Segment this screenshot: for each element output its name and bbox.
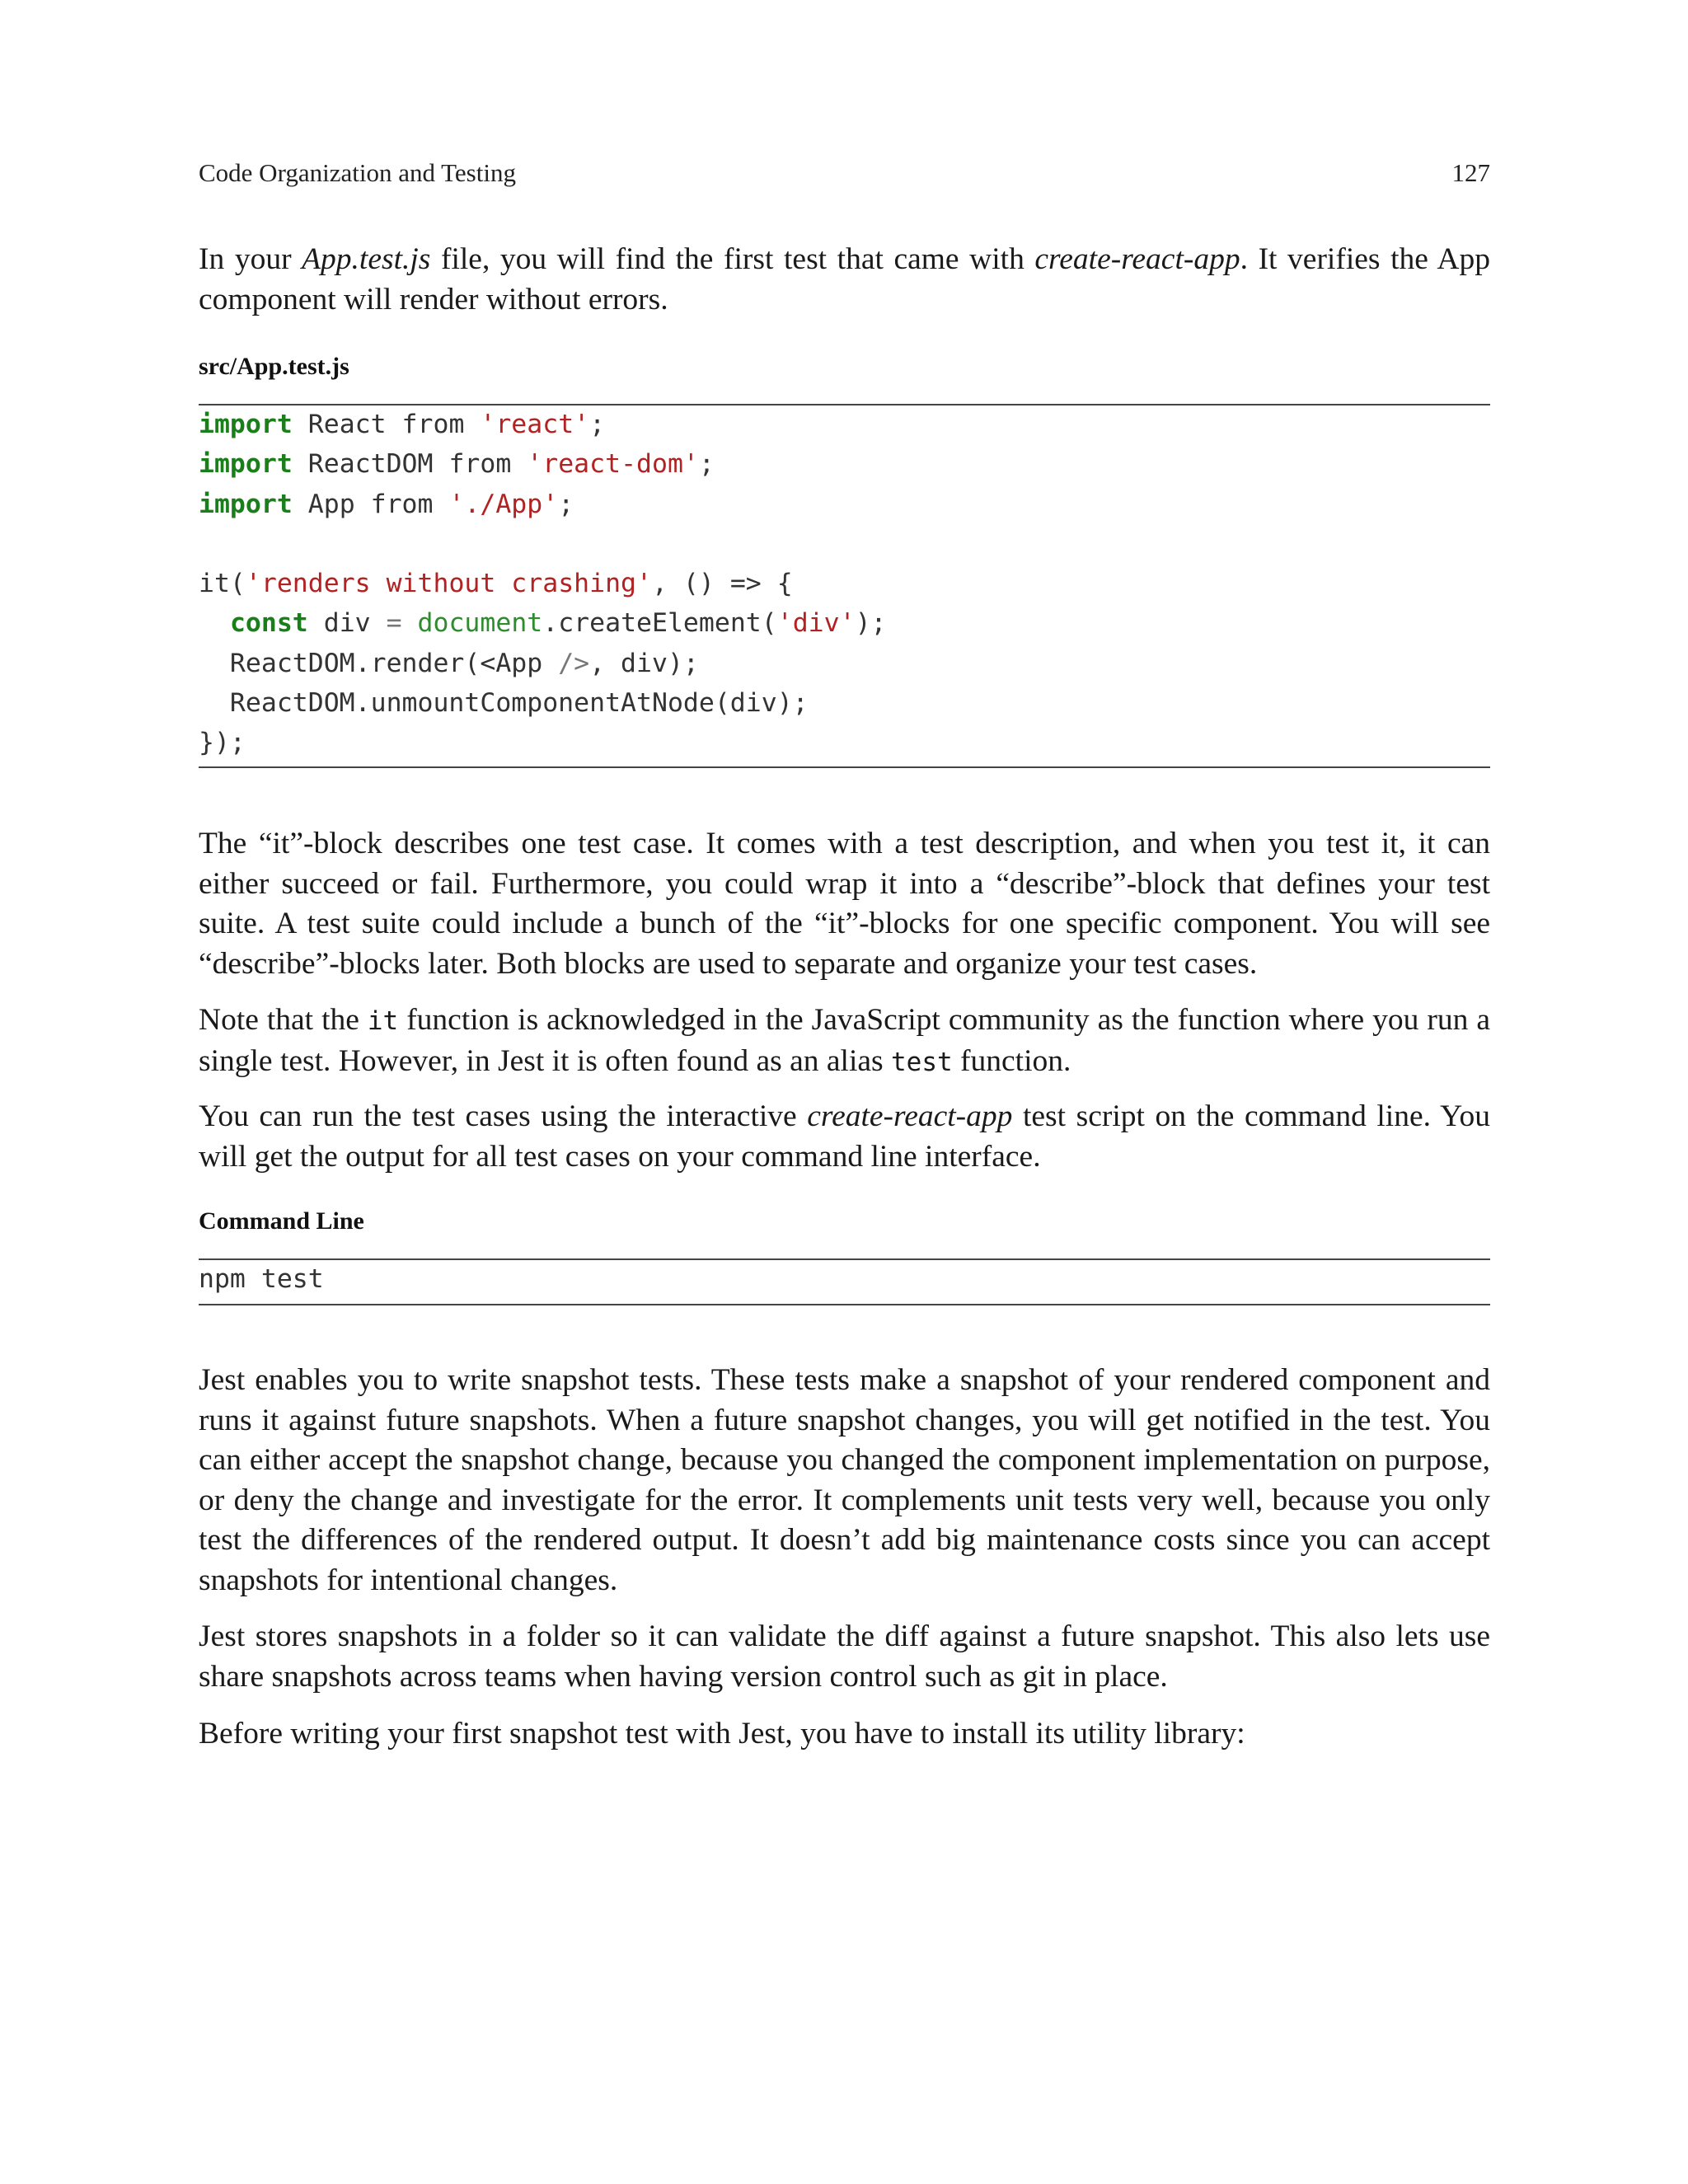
inline-code-test: test (891, 1047, 953, 1077)
page-number: 127 (1451, 158, 1490, 187)
paragraph-snapshot-tests: Jest enables you to write snapshot tests. These tests make a snapshot of your rendered component and runs it against future snapshots. When a future snapshot changes, you will get notified in the test. You can either accept the snapshot change, because you changed the component implementation on purpose, or deny the change and investigate for the error. It complements unit tests very well, because you only test the differences of the rendered output. It doesn’t add big maintenance costs since you can accept snapshots for intentional changes. (199, 1363, 1490, 1597)
command-block-bottom-rule (199, 1304, 1490, 1305)
code-line-5: it('renders without crashing', () => { (199, 569, 793, 599)
paragraph-intro: In your App.test.js file, you will find the first test that came with create-react-app. It verifies the App component will render without errors. (199, 242, 1490, 316)
chapter-title: Code Organization and Testing (199, 158, 516, 187)
filename-emphasis: App.test.js (302, 242, 431, 276)
paragraph-snapshot-folder: Jest stores snapshots in a folder so it can validate the diff against a future snapshot. This also lets use share snapshots across teams when having version control such as git in place. (199, 1619, 1490, 1694)
inline-code-it: it (367, 1006, 399, 1036)
code-caption-app-test: src/App.test.js (199, 353, 349, 380)
tool-name-emphasis: create-react-app (807, 1099, 1013, 1133)
paragraph-run-tests: You can run the test cases using the interactive create-react-app test script on the command line. You will get the output for all test cases on your command line interface. (199, 1099, 1490, 1174)
tool-name-emphasis: create-react-app (1034, 242, 1240, 276)
code-line-3: import App from './App'; (199, 489, 574, 519)
code-line-2: import ReactDOM from 'react-dom'; (199, 449, 715, 480)
paragraph-install-library: Before writing your first snapshot test with Jest, you have to install its utility library: (199, 1717, 1245, 1750)
code-line-1: import React from 'react'; (199, 410, 606, 439)
code-line-6: const div = document.createElement('div'); (229, 608, 887, 639)
code-line-9: }); (199, 728, 246, 758)
code-caption-command-line: Command Line (199, 1207, 364, 1235)
code-line-7: ReactDOM.render(<App />, div); (199, 648, 699, 678)
paragraph-it-function: Note that the it function is acknowledged in the JavaScript community as the function where you run a single test. However, in Jest it is often found as an alias test function. (199, 1003, 1490, 1078)
code-line-8: ReactDOM.unmountComponentAtNode(div); (199, 688, 809, 719)
code-block-app-test (199, 405, 1490, 763)
running-header (199, 158, 1490, 188)
code-block-command-line (199, 1259, 1490, 1299)
paragraph-it-block: The “it”-block describes one test case. It comes with a test description, and when you test it, it can either succeed or fail. Furthermore, you could wrap it into a “describe”-block that defines your test suite. A test suite could include a bunch of the “it”-blocks for one specific component. You will see “describe”-blocks later. Both blocks are used to separate and organize your test cases. (199, 827, 1490, 981)
command-line-text: npm test (199, 1264, 324, 1294)
code-block-bottom-rule (199, 766, 1490, 768)
